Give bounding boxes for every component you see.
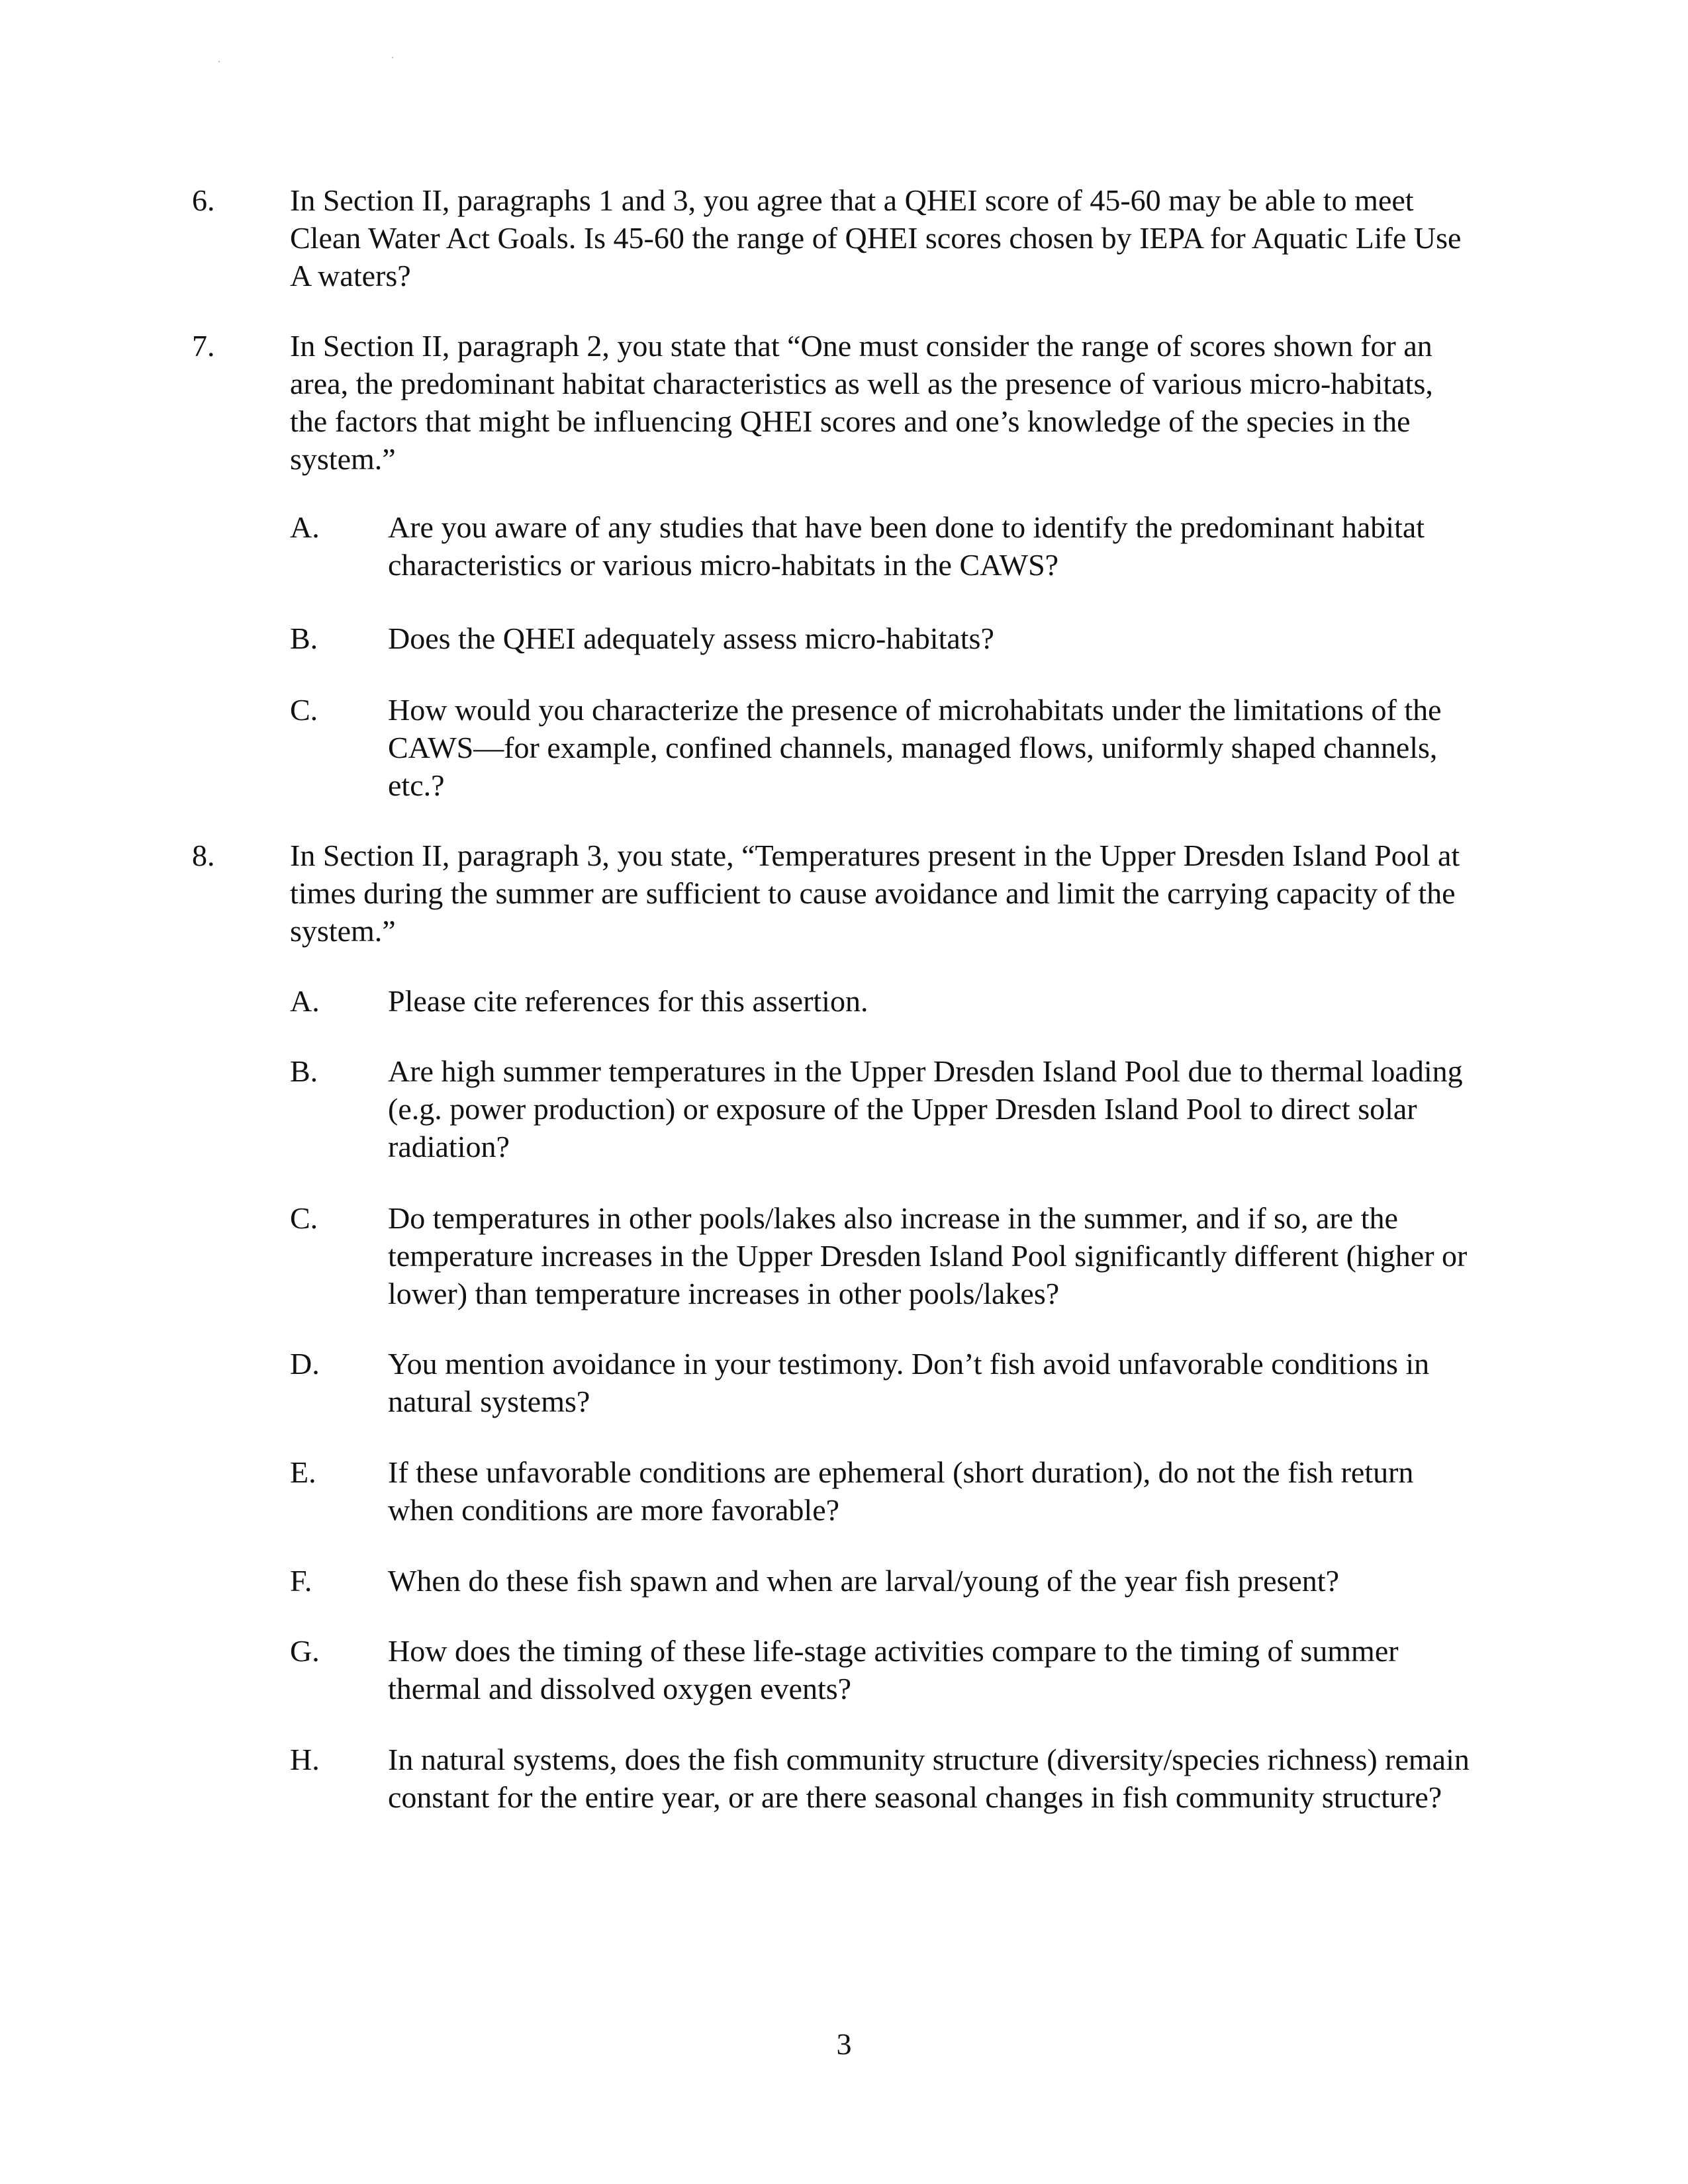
sub-question-text: How would you characterize the presence of microhabitats under the limitations of the CAWS—for example, confined channels, managed flows, uniformly shaped channels, etc.? <box>388 693 1442 802</box>
sub-question-letter: F. <box>290 1564 312 1598</box>
sub-question-letter: B. <box>290 621 318 655</box>
sub-question-letter: B. <box>290 1054 318 1088</box>
question-number: 8. <box>192 839 215 872</box>
question-number: 7. <box>192 329 215 363</box>
sub-question-text: Please cite references for this assertion. <box>388 984 868 1018</box>
page-number: 3 <box>836 2027 852 2061</box>
sub-question-letter: G. <box>290 1634 320 1668</box>
sub-question-letter: E. <box>290 1455 316 1489</box>
sub-question-letter: H. <box>290 1743 320 1776</box>
scan-speck <box>218 61 220 62</box>
question-text: In Section II, paragraphs 1 and 3, you agree that a QHEI score of 45-60 may be able to meet Clean Water Act Goals. Is 45-60 the range of QHEI scores chosen by IEPA for Aquatic Life Use A waters? <box>290 183 1462 293</box>
sub-question-text: Do temperatures in other pools/lakes also increase in the summer, and if so, are the temperature increases in the Upper Dresden Island Pool significantly different (higher or lower) than temperature increases in other pools/lakes? <box>388 1201 1468 1310</box>
sub-question-text: Are you aware of any studies that have been done to identify the predominant habitat characteristics or various micro-habitats in the CAWS? <box>388 510 1425 582</box>
scan-speck <box>392 57 393 58</box>
question-number: 6. <box>192 183 215 217</box>
sub-question-text: In natural systems, does the fish community structure (diversity/species richness) remain constant for the entire year, or are there seasonal changes in fish community structure? <box>388 1743 1470 1814</box>
question-text: In Section II, paragraph 3, you state, “Temperatures present in the Upper Dresden Island Pool at times during the summer are sufficient to cause avoidance and limit the carrying capacity of the system.” <box>290 839 1460 948</box>
sub-question-letter: D. <box>290 1347 320 1381</box>
sub-question-letter: C. <box>290 1201 318 1235</box>
sub-question-text: How does the timing of these life-stage activities compare to the timing of summer thermal and dissolved oxygen events? <box>388 1634 1399 1706</box>
sub-question-letter: C. <box>290 693 318 727</box>
sub-question-text: Does the QHEI adequately assess micro-habitats? <box>388 621 994 655</box>
sub-question-text: You mention avoidance in your testimony. Don’t fish avoid unfavorable conditions in natural systems? <box>388 1347 1430 1418</box>
sub-question-letter: A. <box>290 984 320 1018</box>
sub-question-text: When do these fish spawn and when are larval/young of the year fish present? <box>388 1564 1340 1598</box>
question-text: In Section II, paragraph 2, you state that “One must consider the range of scores shown for an area, the predominant habitat characteristics as well as the presence of various micro-habitats, the factors that might be influencing QHEI scores and one’s knowledge of the species in the system.” <box>290 329 1433 476</box>
sub-question-text: If these unfavorable conditions are ephemeral (short duration), do not the fish return when conditions are more favorable? <box>388 1455 1414 1527</box>
sub-question-text: Are high summer temperatures in the Upper Dresden Island Pool due to thermal loading (e.g. power production) or exposure of the Upper Dresden Island Pool to direct solar radiation? <box>388 1054 1463 1163</box>
sub-question-letter: A. <box>290 510 320 544</box>
